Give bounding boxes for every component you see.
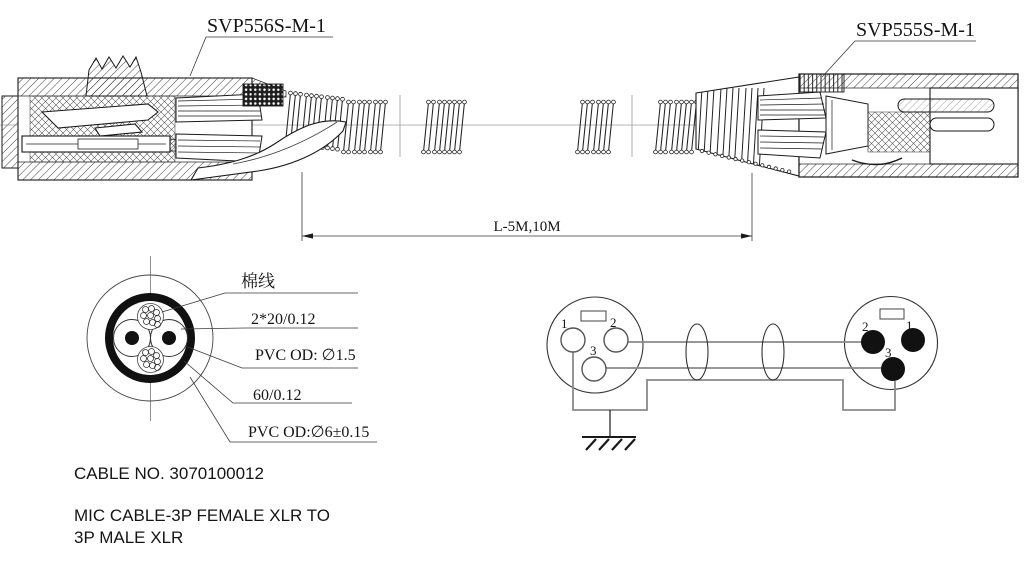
label-cotton: 棉线 — [241, 272, 275, 291]
cable-coil-segments-right — [576, 100, 699, 154]
cross-section-callouts — [162, 272, 377, 442]
male-insulator-block — [868, 112, 930, 152]
conductor-right — [162, 331, 176, 345]
conductor-left — [125, 331, 139, 345]
description-line1: MIC CABLE-3P FEMALE XLR TO — [74, 506, 331, 525]
left-connector-label: SVP556S-M-1 — [207, 15, 326, 37]
female-pin1-label: 1 — [561, 316, 568, 331]
wiring-pinout-diagram — [547, 297, 938, 451]
right-connector-callout — [822, 19, 976, 77]
cable-number-text: CABLE NO. 3070100012 — [74, 464, 264, 483]
male-pin3-label: 3 — [885, 345, 892, 360]
right-connector-label: SVP555S-M-1 — [856, 19, 975, 41]
label-strands: 2*20/0.12 — [251, 311, 316, 328]
male-pin1-label: 1 — [906, 318, 913, 333]
female-latch-slot — [581, 311, 606, 321]
cotton-filler-top — [138, 304, 164, 330]
cable-cross-section-diagram — [87, 256, 377, 442]
female-front-cap — [2, 96, 18, 168]
male-pin-1 — [901, 328, 925, 352]
female-pin-1 — [561, 328, 585, 352]
cable-coil-segments-left — [342, 100, 467, 154]
male-connector-section-drawing — [696, 74, 1018, 177]
female-connector-section-drawing — [2, 56, 346, 180]
cable-shield-ellipse-2 — [762, 324, 784, 380]
left-connector-callout — [190, 15, 333, 76]
grip-crest — [86, 56, 147, 96]
ground-symbol — [582, 410, 636, 450]
female-pin3-label: 3 — [590, 343, 597, 358]
length-dimension-label: L-5M,10M — [493, 219, 561, 235]
male-pin-bottom — [930, 118, 994, 131]
label-jacket-od: PVC OD:∅6±0.15 — [248, 424, 370, 441]
description-line2: 3P MALE XLR — [74, 528, 184, 547]
label-braid: 60/0.12 — [253, 387, 302, 404]
male-pin-top — [898, 99, 994, 112]
footer-text — [74, 464, 330, 547]
female-pin-2 — [604, 328, 628, 352]
label-core-od: PVC OD: ∅1.5 — [255, 347, 356, 364]
cotton-filler-bottom — [138, 347, 164, 373]
male-pin-3 — [881, 357, 905, 381]
male-pin2-label: 2 — [862, 319, 869, 334]
female-pin2-label: 2 — [610, 315, 617, 330]
length-dimension — [302, 172, 752, 241]
female-contact-barrel — [22, 136, 192, 152]
female-pin-3 — [582, 357, 606, 381]
cable-shield-ellipse-1 — [686, 324, 708, 380]
male-latch-slot — [880, 309, 904, 319]
